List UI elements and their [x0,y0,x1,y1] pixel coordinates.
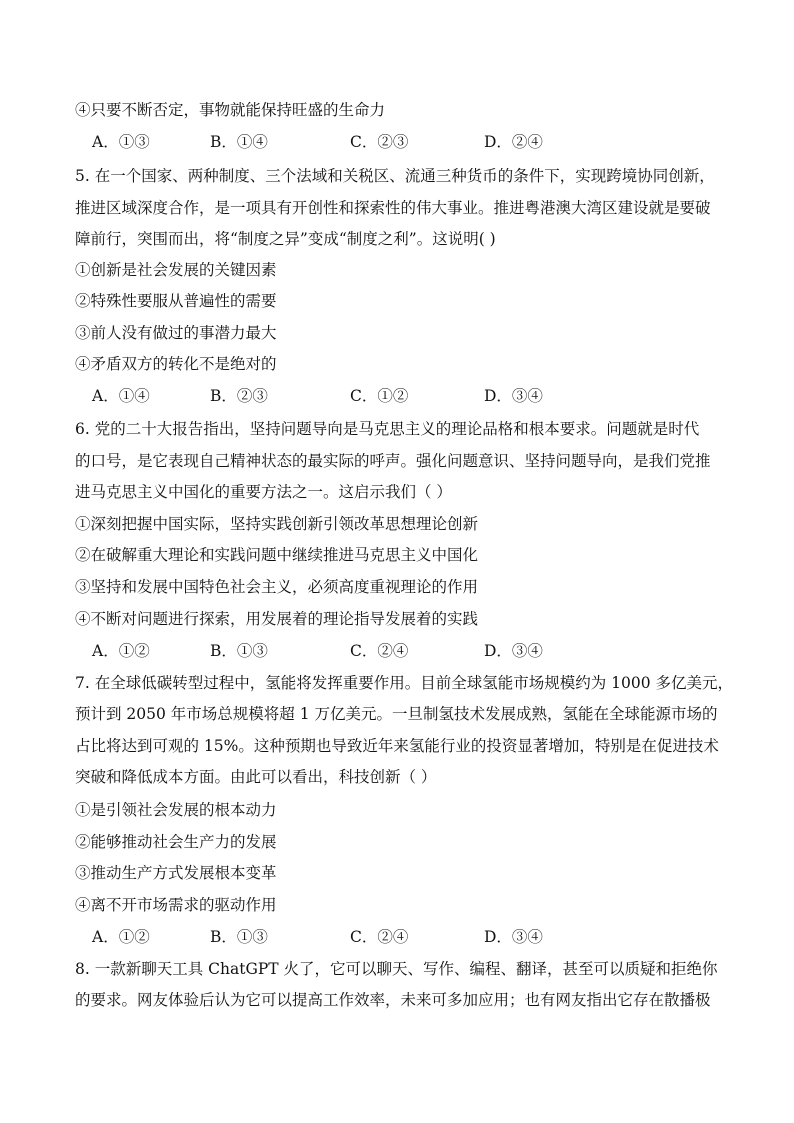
q4-item-4: ④只要不断否定，事物就能保持旺盛的生命力 [75,101,386,119]
q6-item-2: ②在破解重大理论和实践问题中继续推进马克思主义中国化 [75,546,479,564]
q7-stem-line-2: 预计到 2050 年市场总规模将超 1 万亿美元。一旦制氢技术发展成熟，氢能在全球能源市场的 [75,705,718,723]
q4-option-d: D．②④ [484,133,543,151]
q5-item-4: ④矛盾双方的转化不是绝对的 [75,355,277,373]
q7-item-1: ①是引领社会发展的根本动力 [75,801,277,819]
q4-option-c: C．②③ [350,133,409,151]
q7-item-4: ④离不开市场需求的驱动作用 [75,896,277,914]
q5-option-a: A．①④ [92,387,150,405]
q6-option-c: C．②④ [350,642,409,660]
q5-item-2: ②特殊性要服从普遍性的需要 [75,292,277,310]
q5-item-3: ③前人没有做过的事潜力最大 [75,324,277,342]
q5-stem-line-1: 5. 在一个国家、两种制度、三个法域和关税区、流通三种货币的条件下，实现跨境协同创新， [75,167,715,185]
q7-stem-line-1: 7. 在全球低碳转型过程中，氢能将发挥重要作用。目前全球氢能市场规模约为 1000 多亿美元， [75,674,734,692]
q5-stem-line-3: 障前行，突围而出，将“制度之异”变成“制度之利”。这说明( ) [75,230,496,248]
q8-stem-line-1: 8. 一款新聊天工具 ChatGPT 火了，它可以聊天、写作、编程、翻译，甚至可以质疑和拒绝你 [75,960,718,978]
q7-option-b: B．①③ [210,928,268,946]
q7-option-d: D．③④ [484,928,543,946]
q6-option-d: D．③④ [484,642,543,660]
q5-stem-line-2: 推进区域深度合作，是一项具有开创性和探索性的伟大事业。推进粤港澳大湾区建设就是要破 [75,199,711,217]
q6-stem-line-3: 进马克思主义中国化的重要方法之一。这启示我们（ ） [75,483,452,501]
q6-stem-line-1: 6. 党的二十大报告指出，坚持问题导向是马克思主义的理论品格和根本要求。问题就是时代 [75,420,700,438]
q7-option-a: A．①② [92,928,150,946]
q5-option-b: B．②③ [210,387,268,405]
q6-item-3: ③坚持和发展中国特色社会主义，必须高度重视理论的作用 [75,578,479,596]
q7-stem-line-4: 突破和降低成本方面。由此可以看出，科技创新（ ） [75,768,437,786]
q7-item-3: ③推动生产方式发展根本变革 [75,864,277,882]
q5-option-d: D．③④ [484,387,543,405]
q6-option-b: B．①③ [210,642,268,660]
q4-option-b: B．①④ [210,133,268,151]
q7-item-2: ②能够推动社会生产力的发展 [75,833,277,851]
q8-stem-line-2: 的要求。网友体验后认为它可以提高工作效率，未来可多加应用；也有网友指出它存在散播极 [75,991,711,1009]
q6-item-1: ①深刻把握中国实际，坚持实践创新引领改革思想理论创新 [75,515,479,533]
q6-item-4: ④不断对问题进行探索，用发展着的理论指导发展着的实践 [75,610,479,628]
q7-stem-line-3: 占比将达到可观的 15%。这种预期也导致近年来氢能行业的投资显著增加，特别是在促进技术 [75,737,719,755]
q5-item-1: ①创新是社会发展的关键因素 [75,261,277,279]
q4-option-a: A．①③ [92,133,150,151]
q6-stem-line-2: 的口号，是它表现自己精神状态的最实际的呼声。强化问题意识、坚持问题导向，是我们党推 [75,452,711,470]
q7-option-c: C．②④ [350,928,409,946]
q5-option-c: C．①② [350,387,409,405]
q6-option-a: A．①② [92,642,150,660]
